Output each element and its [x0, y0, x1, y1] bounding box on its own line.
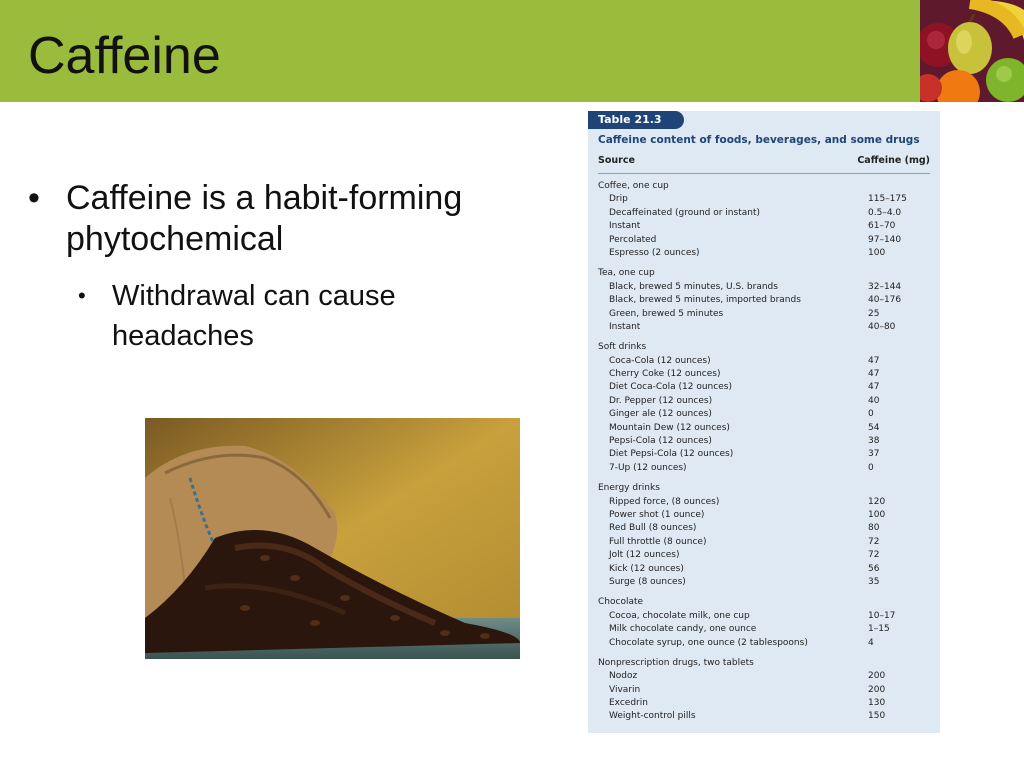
row-caffeine-mg: 37 [868, 449, 880, 460]
slide-title: Caffeine [28, 27, 221, 85]
table-row [598, 368, 930, 381]
row-source: Black, brewed 5 minutes, U.S. brands [609, 281, 778, 292]
table-group [598, 267, 930, 334]
row-caffeine-mg: 72 [868, 536, 880, 547]
table-row [598, 670, 930, 683]
row-source: Jolt (12 ounces) [609, 550, 680, 561]
row-caffeine-mg: 120 [868, 496, 886, 507]
row-source: Nodoz [609, 671, 638, 682]
row-source: Black, brewed 5 minutes, imported brands [609, 295, 801, 306]
table-row [598, 509, 930, 522]
group-title: Coffee, one cup [598, 181, 669, 191]
row-caffeine-mg: 200 [868, 684, 886, 695]
row-caffeine-mg: 97–140 [868, 234, 902, 245]
row-caffeine-mg: 0 [868, 462, 874, 473]
row-source: Vivarin [609, 684, 641, 695]
row-source: Ripped force, (8 ounces) [609, 496, 720, 507]
row-source: Instant [609, 221, 641, 232]
table-header [598, 155, 930, 174]
row-source: Cocoa, chocolate milk, one cup [609, 610, 750, 621]
row-source: Drip [609, 194, 628, 205]
table-row [598, 496, 930, 509]
table-row [598, 697, 930, 710]
row-caffeine-mg: 38 [868, 436, 880, 447]
row-caffeine-mg: 40–80 [868, 321, 896, 332]
bullet-list [28, 178, 498, 356]
bullet-dot-icon: • [78, 283, 86, 308]
row-caffeine-mg: 61–70 [868, 221, 896, 232]
row-source: Decaffeinated (ground or instant) [609, 207, 760, 218]
caffeine-table [588, 111, 940, 733]
row-caffeine-mg: 1–15 [868, 624, 890, 635]
bullet-dot-icon: • [28, 179, 40, 217]
row-source: Percolated [609, 234, 657, 245]
row-source: Green, brewed 5 minutes [609, 308, 724, 319]
table-row [598, 435, 930, 448]
row-caffeine-mg: 40 [868, 395, 880, 406]
row-source: 7-Up (12 ounces) [609, 462, 687, 473]
coffee-beans-photo [145, 418, 520, 659]
row-source: Mountain Dew (12 ounces) [609, 422, 730, 433]
row-source: Milk chocolate candy, one ounce [609, 624, 757, 635]
row-caffeine-mg: 100 [868, 247, 886, 258]
table-group [598, 657, 930, 724]
row-caffeine-mg: 0.5–4.0 [868, 207, 902, 218]
row-source: Diet Coca-Cola (12 ounces) [609, 382, 732, 393]
row-caffeine-mg: 47 [868, 355, 880, 366]
table-group [598, 482, 930, 589]
table-row [598, 355, 930, 368]
row-caffeine-mg: 47 [868, 369, 880, 380]
group-title: Energy drinks [598, 483, 660, 494]
row-caffeine-mg: 100 [868, 509, 886, 520]
table-row [598, 422, 930, 435]
row-source: Espresso (2 ounces) [609, 247, 700, 258]
table-row [598, 549, 930, 562]
table-row [598, 684, 930, 697]
group-title: Tea, one cup [598, 268, 655, 279]
row-source: Power shot (1 ounce) [609, 509, 705, 520]
table-row [598, 381, 930, 394]
row-caffeine-mg: 56 [868, 563, 880, 574]
sub-bullet-item [78, 276, 498, 356]
table-row [598, 563, 930, 576]
bullet-item [28, 178, 498, 260]
table-group [598, 596, 930, 650]
row-caffeine-mg: 130 [868, 698, 886, 709]
table-group [598, 341, 930, 475]
table-row [598, 536, 930, 549]
table-row [598, 462, 930, 475]
column-header-caffeine: Caffeine (mg) [857, 155, 930, 166]
table-row [598, 610, 930, 623]
table-body [598, 180, 930, 731]
row-source: Red Bull (8 ounces) [609, 523, 697, 534]
row-source: Dr. Pepper (12 ounces) [609, 395, 713, 406]
row-source: Excedrin [609, 698, 648, 709]
row-caffeine-mg: 10–17 [868, 610, 896, 621]
table-row [598, 395, 930, 408]
table-caption: Caffeine content of foods, beverages, and some drugs [598, 134, 920, 146]
table-label: Table 21.3 [588, 111, 684, 129]
table-row [598, 448, 930, 461]
group-title: Nonprescription drugs, two tablets [598, 657, 754, 668]
row-caffeine-mg: 25 [868, 308, 880, 319]
sub-bullet-text: Withdrawal can cause headaches [112, 280, 396, 352]
fruit-photo [920, 0, 1024, 102]
table-row [598, 576, 930, 589]
table-row [598, 193, 930, 206]
row-caffeine-mg: 32–144 [868, 281, 902, 292]
row-caffeine-mg: 115–175 [868, 194, 907, 205]
row-caffeine-mg: 0 [868, 409, 874, 420]
table-row [598, 710, 930, 723]
table-group [598, 180, 930, 260]
table-row [598, 247, 930, 260]
row-caffeine-mg: 47 [868, 382, 880, 393]
row-caffeine-mg: 35 [868, 576, 880, 587]
group-title: Soft drinks [598, 342, 647, 353]
column-header-source: Source [598, 155, 635, 166]
group-title: Chocolate [598, 597, 644, 608]
row-caffeine-mg: 72 [868, 550, 880, 561]
row-caffeine-mg: 54 [868, 422, 880, 433]
table-row [598, 308, 930, 321]
row-source: Kick (12 ounces) [609, 563, 684, 574]
row-source: Pepsi-Cola (12 ounces) [609, 436, 712, 447]
table-row [598, 522, 930, 535]
table-row [598, 623, 930, 636]
table-row [598, 294, 930, 307]
table-row [598, 234, 930, 247]
title-bar [0, 0, 920, 102]
row-source: Chocolate syrup, one ounce (2 tablespoons) [609, 637, 808, 648]
table-row [598, 207, 930, 220]
row-caffeine-mg: 80 [868, 523, 880, 534]
row-caffeine-mg: 40–176 [868, 295, 902, 306]
row-caffeine-mg: 200 [868, 671, 886, 682]
table-row [598, 321, 930, 334]
row-source: Diet Pepsi-Cola (12 ounces) [609, 449, 734, 460]
table-row [598, 220, 930, 233]
table-row [598, 281, 930, 294]
table-row [598, 637, 930, 650]
row-source: Coca-Cola (12 ounces) [609, 355, 711, 366]
table-row [598, 408, 930, 421]
row-source: Weight-control pills [609, 711, 696, 722]
row-caffeine-mg: 150 [868, 711, 886, 722]
row-source: Ginger ale (12 ounces) [609, 409, 712, 420]
row-caffeine-mg: 4 [868, 637, 874, 648]
row-source: Cherry Coke (12 ounces) [609, 369, 721, 380]
row-source: Instant [609, 321, 641, 332]
row-source: Full throttle (8 ounce) [609, 536, 707, 547]
row-source: Surge (8 ounces) [609, 576, 686, 587]
bullet-text: Caffeine is a habit-forming phytochemical [66, 179, 463, 258]
